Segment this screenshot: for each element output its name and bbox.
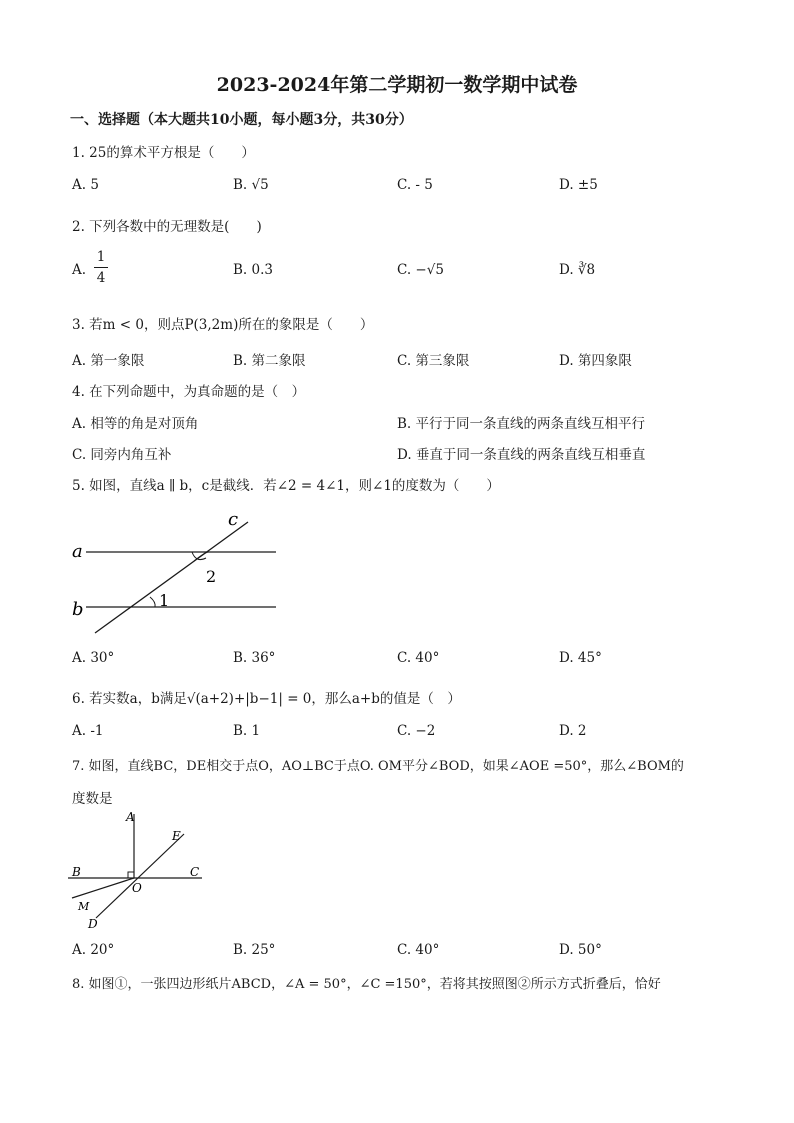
q4-option-d: D. 垂直于同一条直线的两条直线互相垂直 — [397, 447, 646, 463]
q4-option-a: A. 相等的角是对顶角 — [72, 416, 199, 432]
question-7-stem-cont: 度数是 — [72, 791, 113, 807]
label-A: A — [126, 810, 135, 824]
right-angle-mark — [128, 872, 134, 878]
question-5-stem: 5. 如图，直线a ∥ b，c是截线．若∠2 = 4∠1，则∠1的度数为（ ） — [72, 478, 500, 494]
figure-5-parallel-lines — [64, 505, 284, 640]
q1-option-b: B. √5 — [233, 177, 269, 193]
q6-option-d: D. 2 — [559, 723, 587, 739]
question-6-stem: 6. 若实数a，b满足√(a+2)+|b−1| = 0，那么a+b的值是（ ） — [72, 691, 461, 707]
question-1-stem: 1. 25的算术平方根是（ ） — [72, 145, 255, 161]
q2-option-d: D. ∛8 — [559, 262, 596, 278]
q2-option-a: A. — [72, 262, 87, 278]
q2-option-b: B. 0.3̇ — [233, 262, 273, 278]
q2-option-c: C. −√5 — [397, 262, 444, 278]
q1-option-c: C. - 5 — [397, 177, 433, 193]
fraction-numerator: 1 — [96, 249, 106, 265]
q4-option-c: C. 同旁内角互补 — [72, 447, 172, 463]
q7-option-d: D. 50° — [559, 942, 602, 958]
line-c — [95, 522, 248, 633]
question-8-stem: 8. 如图①，一张四边形纸片ABCD，∠A = 50°，∠C =150°，若将其按照图②所示方式折叠后，恰好 — [72, 977, 661, 992]
fraction-denominator: 4 — [94, 267, 108, 286]
q5-option-d: D. 45° — [559, 650, 602, 666]
q7-option-b: B. 25° — [233, 942, 276, 958]
question-7-stem: 7. 如图，直线BC，DE相交于点O，AO⊥BC于点O. OM平分∠BOD，如果∠AOE =50°，那么∠BOM的 — [72, 759, 684, 774]
q6-option-a: A. -1 — [72, 723, 104, 739]
q4-option-b: B. 平行于同一条直线的两条直线互相平行 — [397, 416, 646, 432]
q7-option-a: A. 20° — [72, 942, 115, 958]
q5-option-b: B. 36° — [233, 650, 276, 666]
q6-option-b: B. 1 — [233, 723, 261, 739]
label-angle-1: 1 — [159, 591, 170, 610]
page-title: 2023-2024年第二学期初一数学期中试卷 — [216, 74, 578, 96]
ray-om — [72, 878, 134, 898]
angle-2-arc-inner — [192, 552, 206, 560]
label-a: a — [72, 541, 83, 562]
q1-option-a: A. 5 — [72, 177, 99, 193]
label-angle-2: 2 — [206, 567, 217, 586]
figure-7-intersecting-lines — [66, 808, 216, 933]
q3-option-b: B. 第二象限 — [233, 353, 306, 369]
question-3-stem: 3. 若m < 0，则点P(3,2m)所在的象限是（ ） — [72, 317, 374, 333]
q1-option-d: D. ±5 — [559, 177, 598, 193]
question-2-stem: 2. 下列各数中的无理数是( ) — [72, 219, 262, 235]
label-O: O — [132, 881, 142, 895]
q3-option-d: D. 第四象限 — [559, 353, 632, 369]
angle-1-arc — [150, 597, 155, 607]
q5-option-c: C. 40° — [397, 650, 440, 666]
line-de — [96, 834, 184, 918]
q7-option-c: C. 40° — [397, 942, 440, 958]
section-heading: 一、选择题（本大题共10小题，每小题3分，共30分） — [70, 112, 413, 128]
label-b: b — [72, 599, 84, 620]
q6-option-c: C. −2 — [397, 723, 436, 739]
label-C: C — [190, 865, 200, 879]
q3-option-a: A. 第一象限 — [72, 353, 145, 369]
q3-option-c: C. 第三象限 — [397, 353, 470, 369]
label-M: M — [78, 900, 90, 913]
question-4-stem: 4. 在下列命题中，为真命题的是（ ） — [72, 384, 306, 400]
label-D: D — [88, 917, 98, 931]
q2-fraction — [94, 249, 108, 286]
label-B: B — [72, 865, 81, 879]
label-E: E — [172, 829, 181, 843]
label-c: c — [228, 509, 239, 530]
q5-option-a: A. 30° — [72, 650, 115, 666]
